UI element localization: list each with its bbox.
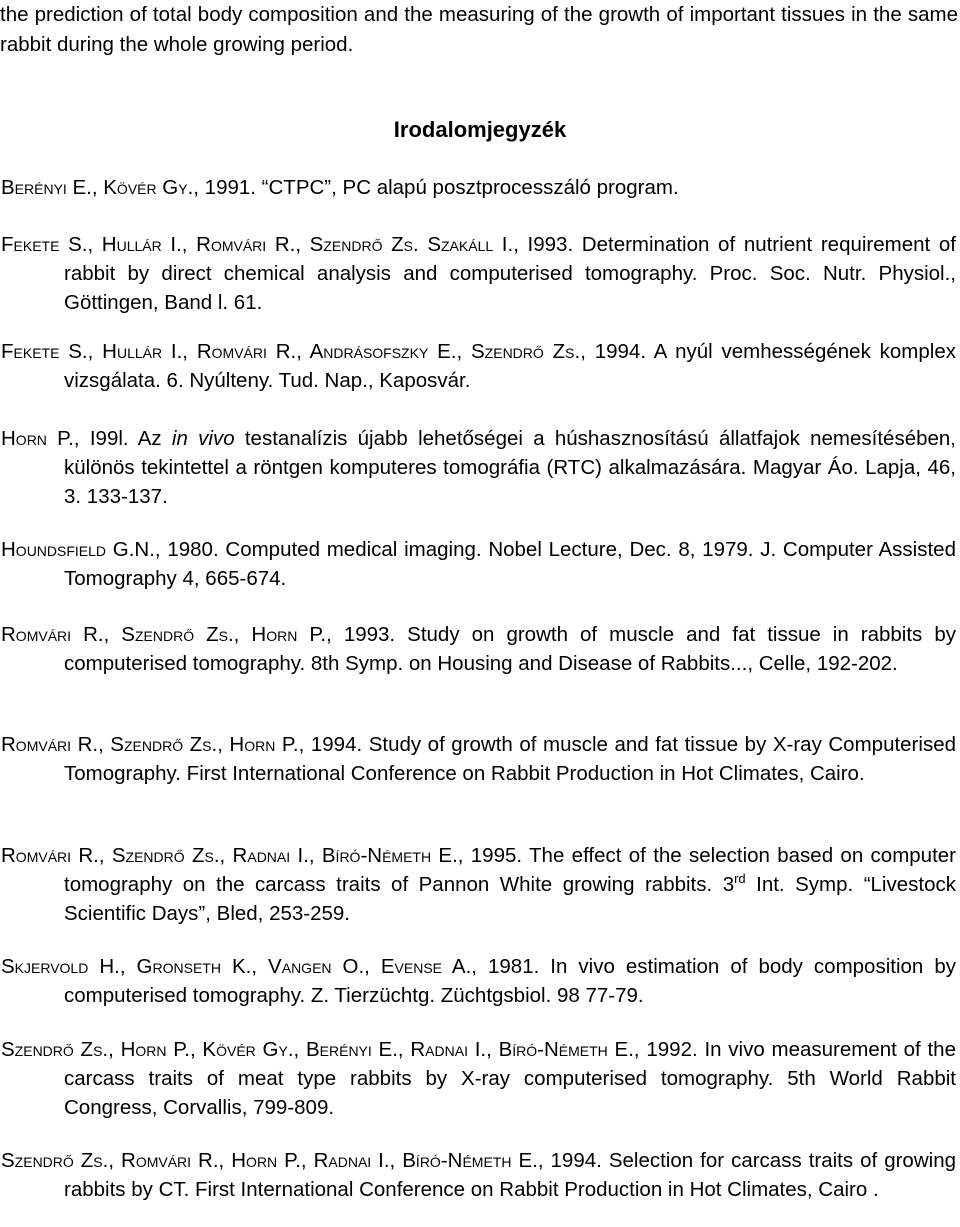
reference-entry: [1, 173, 956, 202]
reference-details: , 1992. In vivo measurement of the carcass traits of meat type rabbits by X-ray computerised tomography. 5th World Rabbit Congress, Corvallis, 799-809.: [64, 1038, 956, 1119]
reference-details: , 1994. Study of growth of muscle and fat tissue by X-ray Computerised Tomography. First International Conference on Rabbit Production in Hot Climates, Cairo.: [64, 733, 956, 785]
reference-entry: [1, 952, 956, 1010]
reference-entry: [1, 230, 956, 317]
reference-authors: Houndsfield G.N.: [1, 538, 155, 561]
reference-details: , 1994. Selection for carcass traits of growing rabbits by CT. First International Conference on Rabbit Production in Hot Climates, Cairo .: [64, 1149, 956, 1201]
reference-details: testanalízis újabb lehetőségei a húshasznosítású állatfajok nemesítésében, különös tekintettel a röntgen komputeres tomográfia (RTC) alkalmazására. Magyar Áo. Lapja, 46, 3. 133-137.: [64, 427, 956, 508]
reference-details: , 1981. In vivo estimation of body composition by computerised tomography. Z. Tierzüchtg. Züchtgsbiol. 98 77-79.: [64, 955, 956, 1007]
reference-details: , I99l. Az: [73, 427, 172, 450]
reference-entry: [1, 1146, 956, 1204]
reference-authors: Szendrő Zs., Romvári R., Horn P., Radnai I., Bíró-Németh E.: [1, 1149, 538, 1172]
reference-entry: [1, 337, 956, 395]
intro-paragraph: the prediction of total body composition and the measuring of the growth of important tissues in the same rabbit during the whole growing period.: [0, 3, 958, 56]
reference-details: , 1995. The effect of the selection based on computer tomography on the carcass traits of Pannon White growing rabbits. 3: [64, 844, 956, 896]
reference-details: , 1991. “CTPC”, PC alapú posztprocesszáló program.: [193, 176, 679, 199]
reference-superscript: rd: [734, 871, 746, 887]
reference-entry: [1, 424, 956, 511]
reference-details: , I993. Determination of nutrient requirement of rabbit by direct chemical analysis and computerised tomography. Proc. Soc. Nutr. Physiol., Göttingen, Band l. 61.: [64, 233, 956, 314]
reference-entry: [1, 1035, 956, 1122]
reference-entry: [1, 620, 956, 678]
reference-details: , 1980. Computed medical imaging. Nobel Lecture, Dec. 8, 1979. J. Computer Assisted Tomography 4, 665-674.: [64, 538, 956, 590]
reference-authors: Romvári R., Szendrő Zs., Radnai I., Bíró-Németh E.: [1, 844, 458, 867]
reference-authors: Fekete S., Hullár I., Romvári R., Szendrő Zs. Szakáll I.: [1, 233, 514, 256]
reference-authors: Romvári R., Szendrő Zs., Horn P.: [1, 623, 327, 646]
reference-authors: Szendrő Zs., Horn P., Kövér Gy., Berényi E., Radnai I., Bíró-Németh E.: [1, 1038, 634, 1061]
reference-details: , 1993. Study on growth of muscle and fat tissue in rabbits by computerised tomography. 8th Symp. on Housing and Disease of Rabbits..., Celle, 192-202.: [64, 623, 956, 675]
reference-details: Int. Symp. “Livestock Scientific Days”, Bled, 253-259.: [64, 873, 956, 925]
reference-authors: Romvári R., Szendrő Zs., Horn P.: [1, 733, 299, 756]
reference-authors: Fekete S., Hullár I., Romvári R., Andrásofszky E., Szendrő Zs.: [1, 340, 581, 363]
reference-authors: Horn P.: [1, 427, 74, 450]
reference-authors: Berényi E., Kövér Gy.: [1, 176, 194, 199]
reference-entry: [1, 535, 956, 593]
reference-entry: [1, 730, 956, 788]
reference-authors: Skjervold H., Gronseth K., Vangen O., Evense A.: [1, 955, 472, 978]
reference-italic-term: in vivo: [171, 427, 235, 450]
reference-details: , 1994. A nyúl vemhességének komplex vizsgálata. 6. Nyúlteny. Tud. Nap., Kaposvár.: [64, 340, 956, 392]
section-heading: Irodalomjegyzék: [393, 117, 567, 142]
reference-entry: [1, 841, 956, 928]
